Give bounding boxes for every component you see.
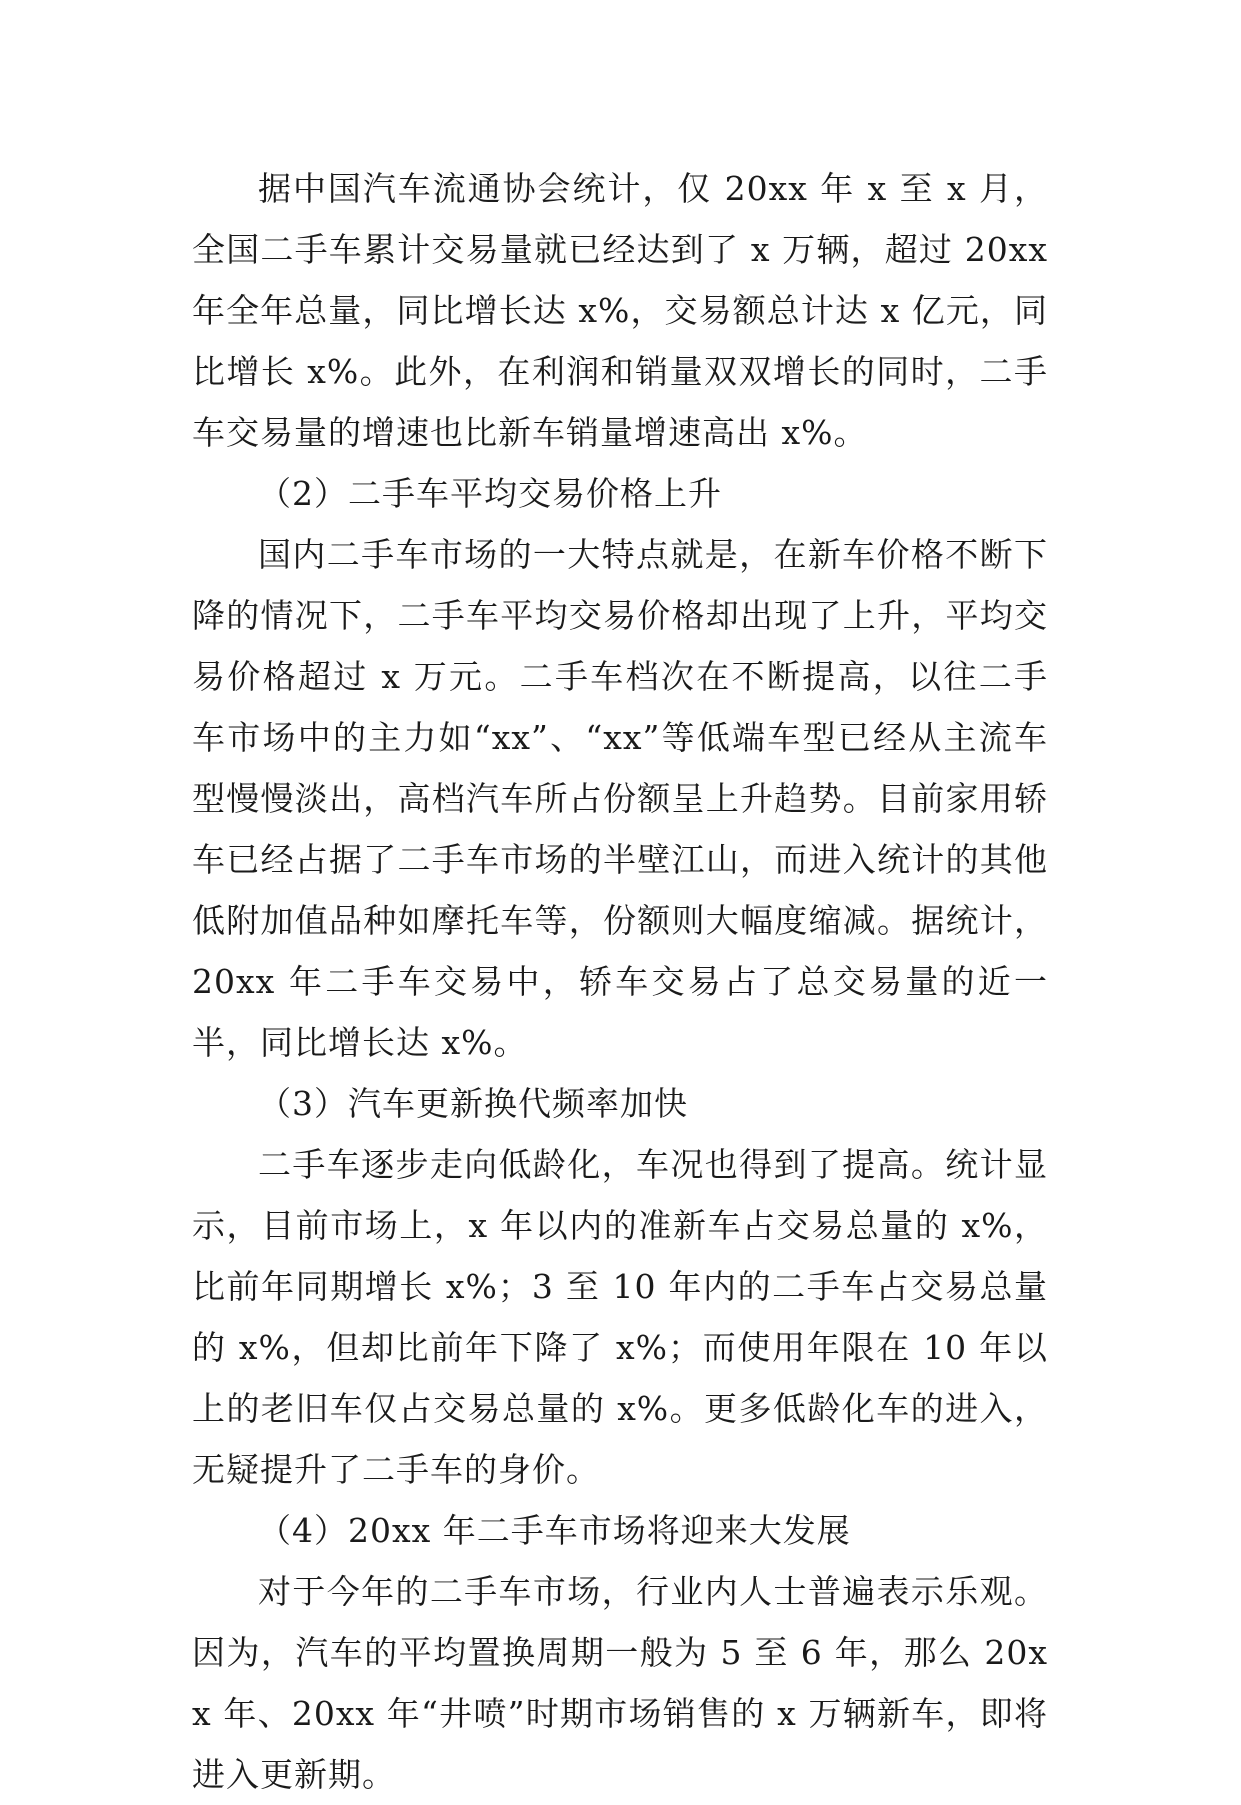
section-heading-market-development: （4）20xx 年二手车市场将迎来大发展	[258, 1511, 851, 1550]
paragraph-market-development: 对于今年的二手车市场，行业内人士普遍表示乐观。因为，汽车的平均置换周期一般为 5 至 6 年，那么 20xx 年、20xx 年“井喷”时期市场销售的 x 万辆新车，即将进入更新期。	[192, 1572, 1048, 1794]
section-heading-renewal-frequency: （3）汽车更新换代频率加快	[258, 1084, 688, 1123]
section-heading-average-price: （2）二手车平均交易价格上升	[258, 474, 722, 513]
paragraph-market-statistics: 据中国汽车流通协会统计，仅 20xx 年 x 至 x 月，全国二手车累计交易量就已经达到了 x 万辆，超过 20xx 年全年总量，同比增长达 x%，交易额总计达 x 亿元，同比增长 x%。此外，在利润和销量双双增长的同时，二手车交易量的增速也比新车销量增速高出 x%。	[192, 169, 1048, 452]
document-body	[192, 158, 1048, 1805]
paragraph-renewal-frequency: 二手车逐步走向低龄化，车况也得到了提高。统计显示，目前市场上，x 年以内的准新车占交易总量的 x%，比前年同期增长 x%；3 至 10 年内的二手车占交易总量的 x%，但却比前年下降了 x%；而使用年限在 10 年以上的老旧车仅占交易总量的 x%。更多低龄化车的进入，无疑提升了二手车的身价。	[192, 1145, 1048, 1489]
paragraph-average-price: 国内二手车市场的一大特点就是，在新车价格不断下降的情况下，二手车平均交易价格却出现了上升，平均交易价格超过 x 万元。二手车档次在不断提高，以往二手车市场中的主力如“xx”、“xx”等低端车型已经从主流车型慢慢淡出，高档汽车所占份额呈上升趋势。目前家用轿车已经占据了二手车市场的半壁江山，而进入统计的其他低附加值品种如摩托车等，份额则大幅度缩减。据统计，20xx 年二手车交易中，轿车交易占了总交易量的近一半，同比增长达 x%。	[192, 535, 1048, 1062]
